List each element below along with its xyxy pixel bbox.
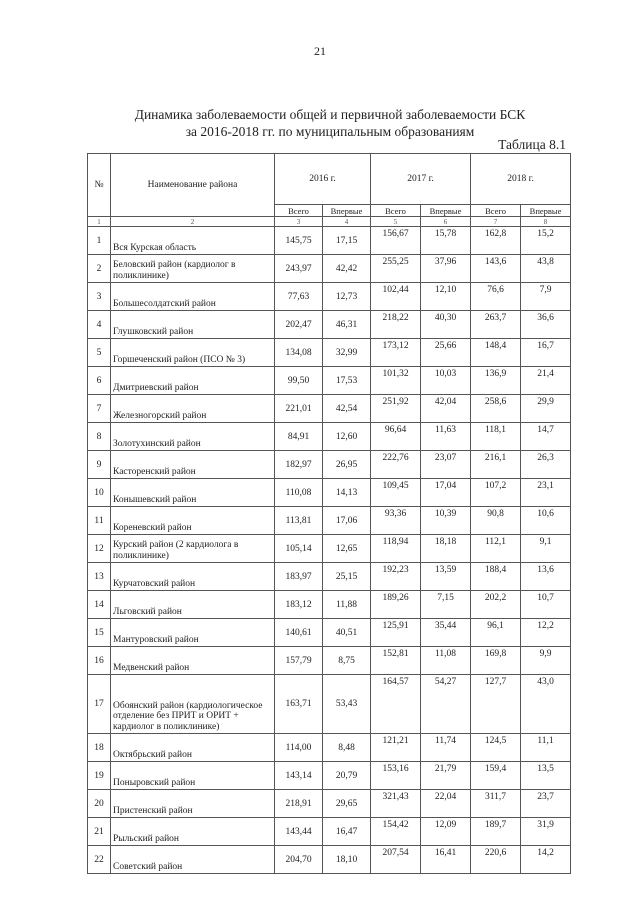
table-row xyxy=(88,563,571,591)
district-name-cell: Золотухинский район xyxy=(111,423,275,451)
district-name-cell: Касторенский район xyxy=(111,451,275,479)
total-2018-cell: 76,6 xyxy=(471,283,521,311)
table-body xyxy=(88,154,571,874)
first-2017-cell: 25,66 xyxy=(421,339,471,367)
header-name: Наименование района xyxy=(111,154,275,217)
row-number-cell: 13 xyxy=(88,563,111,591)
first-2016-cell: 46,31 xyxy=(323,311,371,339)
total-2017-cell: 153,16 xyxy=(371,762,421,790)
row-number-cell: 14 xyxy=(88,591,111,619)
first-2017-cell: 17,04 xyxy=(421,479,471,507)
subheader-total-2016: Всего xyxy=(275,205,323,217)
total-2016-cell: 182,97 xyxy=(275,451,323,479)
first-2017-cell: 40,30 xyxy=(421,311,471,339)
total-2018-cell: 143,6 xyxy=(471,255,521,283)
first-2016-cell: 12,65 xyxy=(323,535,371,563)
table-row xyxy=(88,846,571,874)
total-2016-cell: 143,14 xyxy=(275,762,323,790)
title-line-1: Динамика заболеваемости общей и первичной заболеваемости БСК xyxy=(134,107,526,122)
total-2016-cell: 243,97 xyxy=(275,255,323,283)
row-number-cell: 21 xyxy=(88,818,111,846)
district-name-cell: Медвенский район xyxy=(111,647,275,675)
first-2016-cell: 42,54 xyxy=(323,395,371,423)
first-2018-cell: 43,0 xyxy=(521,675,571,734)
row-number-cell: 10 xyxy=(88,479,111,507)
first-2017-cell: 11,63 xyxy=(421,423,471,451)
first-2017-cell: 23,07 xyxy=(421,451,471,479)
first-2017-cell: 10,03 xyxy=(421,367,471,395)
column-number-row xyxy=(88,217,571,227)
district-name-cell: Глушковский район xyxy=(111,311,275,339)
first-2018-cell: 12,2 xyxy=(521,619,571,647)
column-number: 5 xyxy=(371,217,421,227)
column-number: 8 xyxy=(521,217,571,227)
column-number: 1 xyxy=(88,217,111,227)
first-2016-cell: 8,75 xyxy=(323,647,371,675)
total-2017-cell: 152,81 xyxy=(371,647,421,675)
row-number-cell: 18 xyxy=(88,734,111,762)
total-2017-cell: 96,64 xyxy=(371,423,421,451)
table-row xyxy=(88,311,571,339)
row-number-cell: 12 xyxy=(88,535,111,563)
total-2017-cell: 109,45 xyxy=(371,479,421,507)
total-2018-cell: 263,7 xyxy=(471,311,521,339)
first-2017-cell: 35,44 xyxy=(421,619,471,647)
row-number-cell: 11 xyxy=(88,507,111,535)
header-year-2017: 2017 г. xyxy=(371,154,471,205)
first-2017-cell: 12,09 xyxy=(421,818,471,846)
total-2016-cell: 143,44 xyxy=(275,818,323,846)
row-number-cell: 19 xyxy=(88,762,111,790)
first-2017-cell: 22,04 xyxy=(421,790,471,818)
table-row xyxy=(88,818,571,846)
table-row xyxy=(88,423,571,451)
total-2016-cell: 204,70 xyxy=(275,846,323,874)
first-2016-cell: 26,95 xyxy=(323,451,371,479)
table-row xyxy=(88,591,571,619)
table-row xyxy=(88,647,571,675)
total-2018-cell: 112,1 xyxy=(471,535,521,563)
total-2017-cell: 118,94 xyxy=(371,535,421,563)
first-2016-cell: 32,99 xyxy=(323,339,371,367)
table-row xyxy=(88,283,571,311)
total-2018-cell: 220,6 xyxy=(471,846,521,874)
total-2018-cell: 159,4 xyxy=(471,762,521,790)
first-2016-cell: 17,53 xyxy=(323,367,371,395)
district-name-cell: Курский район (2 кардиолога в поликлинике) xyxy=(111,535,275,563)
first-2017-cell: 7,15 xyxy=(421,591,471,619)
row-number-cell: 3 xyxy=(88,283,111,311)
first-2016-cell: 12,60 xyxy=(323,423,371,451)
total-2018-cell: 189,7 xyxy=(471,818,521,846)
row-number-cell: 17 xyxy=(88,675,111,734)
total-2017-cell: 164,57 xyxy=(371,675,421,734)
first-2017-cell: 11,08 xyxy=(421,647,471,675)
first-2016-cell: 16,47 xyxy=(323,818,371,846)
table-header-row xyxy=(88,154,571,205)
first-2018-cell: 29,9 xyxy=(521,395,571,423)
total-2018-cell: 90,8 xyxy=(471,507,521,535)
total-2017-cell: 321,43 xyxy=(371,790,421,818)
first-2018-cell: 7,9 xyxy=(521,283,571,311)
row-number-cell: 1 xyxy=(88,227,111,255)
district-name-cell: Поныровский район xyxy=(111,762,275,790)
district-name-cell: Конышевский район xyxy=(111,479,275,507)
first-2018-cell: 21,4 xyxy=(521,367,571,395)
header-year-2018: 2018 г. xyxy=(471,154,571,205)
total-2017-cell: 156,67 xyxy=(371,227,421,255)
table-row xyxy=(88,395,571,423)
subheader-total-2018: Всего xyxy=(471,205,521,217)
total-2017-cell: 125,91 xyxy=(371,619,421,647)
total-2016-cell: 218,91 xyxy=(275,790,323,818)
first-2017-cell: 21,79 xyxy=(421,762,471,790)
first-2016-cell: 29,65 xyxy=(323,790,371,818)
row-number-cell: 9 xyxy=(88,451,111,479)
table-row xyxy=(88,227,571,255)
total-2018-cell: 216,1 xyxy=(471,451,521,479)
first-2018-cell: 13,5 xyxy=(521,762,571,790)
first-2017-cell: 13,59 xyxy=(421,563,471,591)
first-2018-cell: 10,7 xyxy=(521,591,571,619)
first-2016-cell: 11,88 xyxy=(323,591,371,619)
first-2016-cell: 18,10 xyxy=(323,846,371,874)
total-2018-cell: 148,4 xyxy=(471,339,521,367)
morbidity-table xyxy=(87,153,571,874)
table-row xyxy=(88,734,571,762)
table-row xyxy=(88,619,571,647)
subheader-total-2017: Всего xyxy=(371,205,421,217)
total-2017-cell: 192,23 xyxy=(371,563,421,591)
first-2017-cell: 10,39 xyxy=(421,507,471,535)
table-row xyxy=(88,675,571,734)
first-2017-cell: 18,18 xyxy=(421,535,471,563)
table-row xyxy=(88,762,571,790)
total-2018-cell: 188,4 xyxy=(471,563,521,591)
first-2017-cell: 11,74 xyxy=(421,734,471,762)
district-name-cell: Пристенский район xyxy=(111,790,275,818)
table-row xyxy=(88,451,571,479)
first-2018-cell: 15,2 xyxy=(521,227,571,255)
first-2016-cell: 14,13 xyxy=(323,479,371,507)
first-2016-cell: 20,79 xyxy=(323,762,371,790)
total-2016-cell: 183,97 xyxy=(275,563,323,591)
first-2018-cell: 11,1 xyxy=(521,734,571,762)
total-2018-cell: 169,8 xyxy=(471,647,521,675)
first-2016-cell: 8,48 xyxy=(323,734,371,762)
first-2018-cell: 9,1 xyxy=(521,535,571,563)
page-number: 21 xyxy=(314,44,326,58)
first-2018-cell: 10,6 xyxy=(521,507,571,535)
first-2016-cell: 25,15 xyxy=(323,563,371,591)
first-2018-cell: 16,7 xyxy=(521,339,571,367)
row-number-cell: 8 xyxy=(88,423,111,451)
total-2016-cell: 134,08 xyxy=(275,339,323,367)
district-name-cell: Обоянский район (кардиологическое отделение без ПРИТ и ОРИТ + кардиолог в поликлинике) xyxy=(111,675,275,734)
district-name-cell: Рыльский район xyxy=(111,818,275,846)
total-2016-cell: 163,71 xyxy=(275,675,323,734)
table-label: Таблица 8.1 xyxy=(498,137,566,152)
total-2016-cell: 110,08 xyxy=(275,479,323,507)
district-name-cell: Льговский район xyxy=(111,591,275,619)
first-2018-cell: 13,6 xyxy=(521,563,571,591)
district-name-cell: Курчатовский район xyxy=(111,563,275,591)
first-2017-cell: 37,96 xyxy=(421,255,471,283)
header-year-2016: 2016 г. xyxy=(275,154,371,205)
row-number-cell: 2 xyxy=(88,255,111,283)
total-2018-cell: 107,2 xyxy=(471,479,521,507)
total-2018-cell: 258,6 xyxy=(471,395,521,423)
total-2016-cell: 221,01 xyxy=(275,395,323,423)
row-number-cell: 7 xyxy=(88,395,111,423)
total-2017-cell: 93,36 xyxy=(371,507,421,535)
column-number: 6 xyxy=(421,217,471,227)
column-number: 3 xyxy=(275,217,323,227)
total-2016-cell: 105,14 xyxy=(275,535,323,563)
first-2017-cell: 15,78 xyxy=(421,227,471,255)
district-name-cell: Горшеченский район (ПСО № 3) xyxy=(111,339,275,367)
first-2018-cell: 43,8 xyxy=(521,255,571,283)
row-number-cell: 22 xyxy=(88,846,111,874)
subheader-first-2018: Впервые xyxy=(521,205,571,217)
total-2017-cell: 218,22 xyxy=(371,311,421,339)
total-2017-cell: 101,32 xyxy=(371,367,421,395)
total-2016-cell: 114,00 xyxy=(275,734,323,762)
first-2018-cell: 26,3 xyxy=(521,451,571,479)
first-2016-cell: 40,51 xyxy=(323,619,371,647)
first-2017-cell: 16,41 xyxy=(421,846,471,874)
total-2017-cell: 189,26 xyxy=(371,591,421,619)
row-number-cell: 6 xyxy=(88,367,111,395)
subheader-first-2016: Впервые xyxy=(323,205,371,217)
column-number: 4 xyxy=(323,217,371,227)
total-2016-cell: 157,79 xyxy=(275,647,323,675)
total-2016-cell: 99,50 xyxy=(275,367,323,395)
header-num: № xyxy=(88,154,111,217)
row-number-cell: 15 xyxy=(88,619,111,647)
first-2016-cell: 12,73 xyxy=(323,283,371,311)
total-2017-cell: 102,44 xyxy=(371,283,421,311)
first-2017-cell: 42,04 xyxy=(421,395,471,423)
total-2017-cell: 251,92 xyxy=(371,395,421,423)
row-number-cell: 5 xyxy=(88,339,111,367)
total-2018-cell: 202,2 xyxy=(471,591,521,619)
total-2017-cell: 154,42 xyxy=(371,818,421,846)
first-2018-cell: 23,1 xyxy=(521,479,571,507)
district-name-cell: Большесолдатский район xyxy=(111,283,275,311)
first-2018-cell: 9,9 xyxy=(521,647,571,675)
first-2016-cell: 17,06 xyxy=(323,507,371,535)
district-name-cell: Советский район xyxy=(111,846,275,874)
column-number: 7 xyxy=(471,217,521,227)
first-2016-cell: 17,15 xyxy=(323,227,371,255)
district-name-cell: Кореневский район xyxy=(111,507,275,535)
total-2018-cell: 127,7 xyxy=(471,675,521,734)
first-2017-cell: 12,10 xyxy=(421,283,471,311)
first-2018-cell: 14,7 xyxy=(521,423,571,451)
total-2017-cell: 222,76 xyxy=(371,451,421,479)
total-2018-cell: 124,5 xyxy=(471,734,521,762)
total-2017-cell: 255,25 xyxy=(371,255,421,283)
row-number-cell: 4 xyxy=(88,311,111,339)
table-row xyxy=(88,535,571,563)
first-2016-cell: 42,42 xyxy=(323,255,371,283)
title-line-2: за 2016-2018 гг. по муниципальным образованиям xyxy=(185,124,475,139)
total-2016-cell: 84,91 xyxy=(275,423,323,451)
district-name-cell: Октябрьский район xyxy=(111,734,275,762)
district-name-cell: Дмитриевский район xyxy=(111,367,275,395)
total-2016-cell: 113,81 xyxy=(275,507,323,535)
document-title xyxy=(60,106,600,140)
subheader-first-2017: Впервые xyxy=(421,205,471,217)
district-name-cell: Вся Курская область xyxy=(111,227,275,255)
first-2018-cell: 36,6 xyxy=(521,311,571,339)
total-2016-cell: 145,75 xyxy=(275,227,323,255)
total-2018-cell: 136,9 xyxy=(471,367,521,395)
row-number-cell: 20 xyxy=(88,790,111,818)
first-2017-cell: 54,27 xyxy=(421,675,471,734)
first-2018-cell: 31,9 xyxy=(521,818,571,846)
total-2017-cell: 173,12 xyxy=(371,339,421,367)
total-2018-cell: 118,1 xyxy=(471,423,521,451)
total-2016-cell: 140,61 xyxy=(275,619,323,647)
table-row xyxy=(88,507,571,535)
row-number-cell: 16 xyxy=(88,647,111,675)
column-number: 2 xyxy=(111,217,275,227)
total-2017-cell: 121,21 xyxy=(371,734,421,762)
table-row xyxy=(88,790,571,818)
first-2018-cell: 23,7 xyxy=(521,790,571,818)
table-row xyxy=(88,339,571,367)
district-name-cell: Беловский район (кардиолог в поликлинике) xyxy=(111,255,275,283)
total-2016-cell: 202,47 xyxy=(275,311,323,339)
total-2016-cell: 183,12 xyxy=(275,591,323,619)
table-row xyxy=(88,479,571,507)
total-2018-cell: 311,7 xyxy=(471,790,521,818)
total-2018-cell: 162,8 xyxy=(471,227,521,255)
district-name-cell: Мантуровский район xyxy=(111,619,275,647)
district-name-cell: Железногорский район xyxy=(111,395,275,423)
table-row xyxy=(88,255,571,283)
first-2018-cell: 14,2 xyxy=(521,846,571,874)
total-2017-cell: 207,54 xyxy=(371,846,421,874)
table-row xyxy=(88,367,571,395)
first-2016-cell: 53,43 xyxy=(323,675,371,734)
total-2016-cell: 77,63 xyxy=(275,283,323,311)
total-2018-cell: 96,1 xyxy=(471,619,521,647)
